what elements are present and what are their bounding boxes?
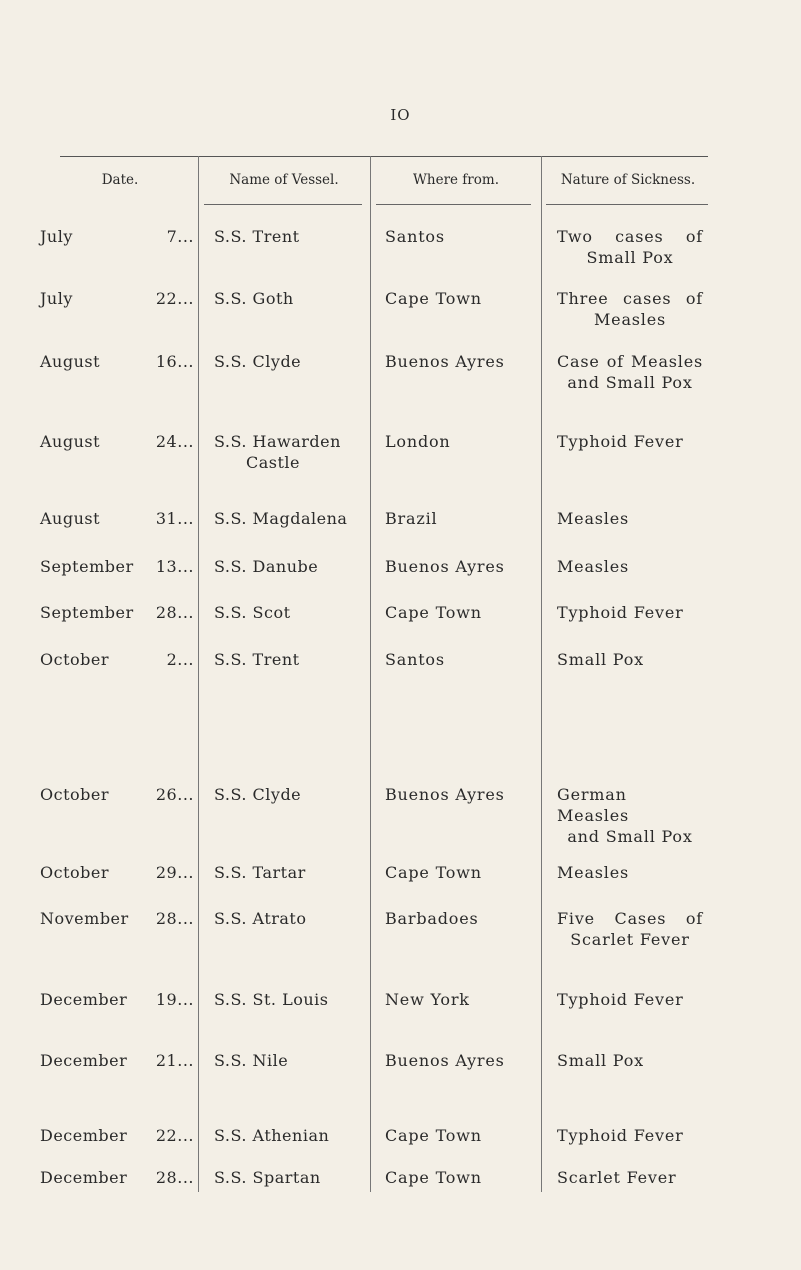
vessel-cell: S.S. Scot [214,603,291,622]
column-divider-1 [198,156,199,1192]
header-rule-vessel [204,204,362,205]
origin-cell: Buenos Ayres [385,1051,505,1070]
vessel-cell: S.S. Hawarden Castle [214,432,341,472]
date-cell: September 13... [40,557,194,576]
origin-cell: Santos [385,650,445,669]
header-nature: Nature of Sickness. [560,172,696,188]
date-cell: August 16... [40,352,194,371]
header-date: Date. [101,172,139,188]
origin-cell: Barbadoes [385,909,479,928]
sickness-cell: Typhoid Fever [557,432,684,451]
origin-cell: Buenos Ayres [385,557,505,576]
sickness-cell: Three cases of Measles [557,289,703,329]
origin-cell: Cape Town [385,603,482,622]
sickness-cell: Measles [557,557,629,576]
vessel-cell: S.S. Spartan [214,1168,321,1187]
vessel-cell: S.S. Magdalena [214,509,348,528]
date-cell: December 19... [40,990,194,1009]
vessel-cell: S.S. Trent [214,227,300,246]
vessel-cell: S.S. Danube [214,557,319,576]
date-cell: August 31... [40,509,194,528]
date-cell: December 21... [40,1051,194,1070]
date-cell: October 2... [40,650,194,669]
origin-cell: Buenos Ayres [385,785,505,804]
vessel-cell: S.S. Athenian [214,1126,330,1145]
origin-cell: Santos [385,227,445,246]
vessel-cell: S.S. Clyde [214,352,302,371]
origin-cell: New York [385,990,470,1009]
origin-cell: Cape Town [385,1126,482,1145]
vessel-cell: S.S. Nile [214,1051,289,1070]
date-cell: July 7... [40,227,194,246]
table-top-rule [60,156,708,157]
sickness-cell: Typhoid Fever [557,990,684,1009]
page-number: IO [390,106,411,124]
date-cell: August 24... [40,432,194,451]
date-cell: September 28... [40,603,194,622]
sickness-cell: Case of Measles and Small Pox [557,352,703,392]
column-divider-2 [370,156,371,1192]
sickness-cell: Typhoid Fever [557,603,684,622]
sickness-cell: Typhoid Fever [557,1126,684,1145]
sickness-cell: Five Cases of Scarlet Fever [557,909,703,949]
origin-cell: Buenos Ayres [385,352,505,371]
vessel-cell: S.S. Atrato [214,909,307,928]
vessel-cell: S.S. Tartar [214,863,306,882]
column-divider-3 [541,156,542,1192]
header-rule-nature [546,204,708,205]
origin-cell: Cape Town [385,1168,482,1187]
date-cell: November 28... [40,909,194,928]
vessel-cell: S.S. Trent [214,650,300,669]
vessel-cell: S.S. St. Louis [214,990,329,1009]
origin-cell: Cape Town [385,863,482,882]
vessel-cell: S.S. Clyde [214,785,302,804]
sickness-cell: German Measles and Small Pox [557,785,693,846]
date-cell: December 22... [40,1126,194,1145]
origin-cell: London [385,432,451,451]
date-cell: December 28... [40,1168,194,1187]
sickness-cell: Small Pox [557,650,644,669]
origin-cell: Brazil [385,509,438,528]
date-cell: October 29... [40,863,194,882]
sickness-cell: Scarlet Fever [557,1168,677,1187]
header-rule-from [376,204,531,205]
sickness-cell: Two cases of Small Pox [557,227,703,267]
date-cell: October 26... [40,785,194,804]
header-vessel: Name of Vessel. [229,172,339,188]
sickness-cell: Small Pox [557,1051,644,1070]
date-cell: July 22... [40,289,194,308]
sickness-cell: Measles [557,509,629,528]
sickness-cell: Measles [557,863,629,882]
header-from: Where from. [413,172,499,188]
vessel-cell: S.S. Goth [214,289,294,308]
origin-cell: Cape Town [385,289,482,308]
